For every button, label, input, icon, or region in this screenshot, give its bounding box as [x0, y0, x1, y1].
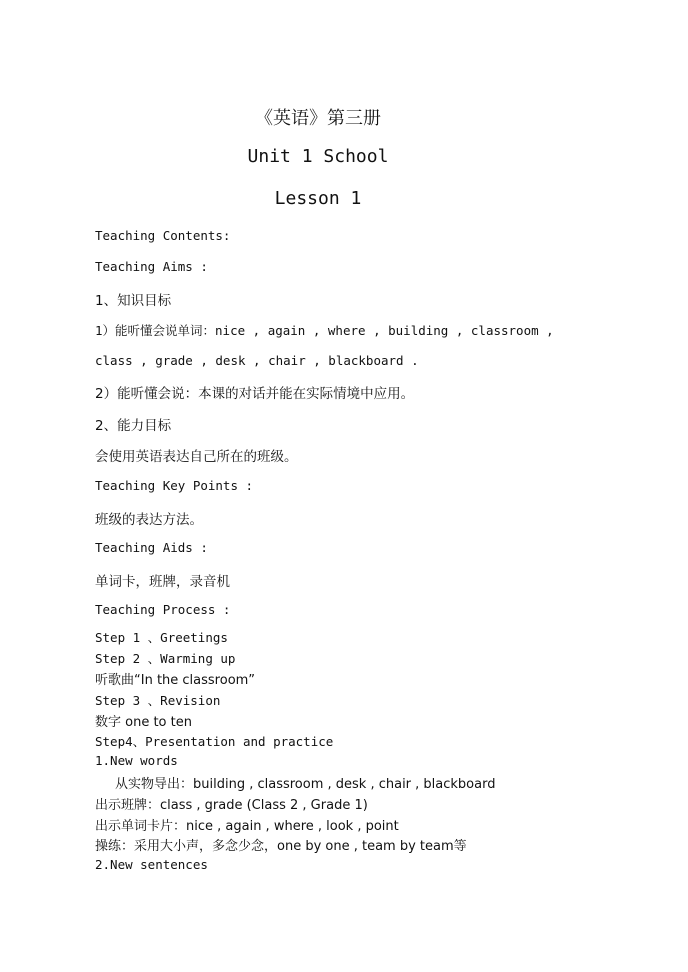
- new-sentences-heading: 2.New sentences: [95, 857, 208, 872]
- drill-line: 操练：采用大小声，多念少念，one by one , team by team等: [95, 839, 467, 854]
- teaching-aids-description: 单词卡，班牌，录音机: [95, 574, 230, 590]
- lesson-title: Lesson 1: [274, 188, 362, 209]
- vocabulary-line-1: 1）能听懂会说单词：nice , again , where , building , classroom ,: [95, 323, 554, 338]
- dialogue-goal: 2）能听懂会说：本课的对话并能在实际情境中应用。: [95, 386, 415, 402]
- ability-description: 会使用英语表达自己所在的班级。: [95, 449, 298, 465]
- vocabulary-line-2: class , grade , desk , chair , blackboard .: [95, 353, 419, 368]
- word-cards-line: 出示单词卡片：nice , again , where , look , point: [95, 819, 399, 834]
- step-3: Step 3 、Revision: [95, 693, 221, 708]
- numbers-line: 数字 one to ten: [95, 715, 192, 730]
- objects-line: 从实物导出：building , classroom , desk , chair , blackboard: [115, 777, 496, 792]
- teaching-aims-heading: Teaching Aims :: [95, 259, 208, 274]
- new-words-heading: 1.New words: [95, 753, 178, 768]
- book-title: 《英语》第三册: [255, 108, 381, 129]
- song-line: 听歌曲“In the classroom”: [95, 673, 256, 688]
- ability-goal-heading: 2、能力目标: [95, 418, 172, 434]
- step-2: Step 2 、Warming up: [95, 651, 236, 666]
- key-points-description: 班级的表达方法。: [95, 512, 203, 528]
- unit-title: Unit 1 School: [247, 146, 389, 167]
- step-4: Step4、Presentation and practice: [95, 734, 334, 749]
- step-1: Step 1 、Greetings: [95, 630, 228, 645]
- key-points-heading: Teaching Key Points :: [95, 478, 254, 493]
- teaching-contents-heading: Teaching Contents:: [95, 228, 231, 243]
- class-sign-line: 出示班牌：class , grade (Class 2 , Grade 1): [95, 798, 368, 813]
- knowledge-goal-heading: 1、知识目标: [95, 293, 172, 309]
- teaching-aids-heading: Teaching Aids :: [95, 540, 208, 555]
- teaching-process-heading: Teaching Process :: [95, 602, 231, 617]
